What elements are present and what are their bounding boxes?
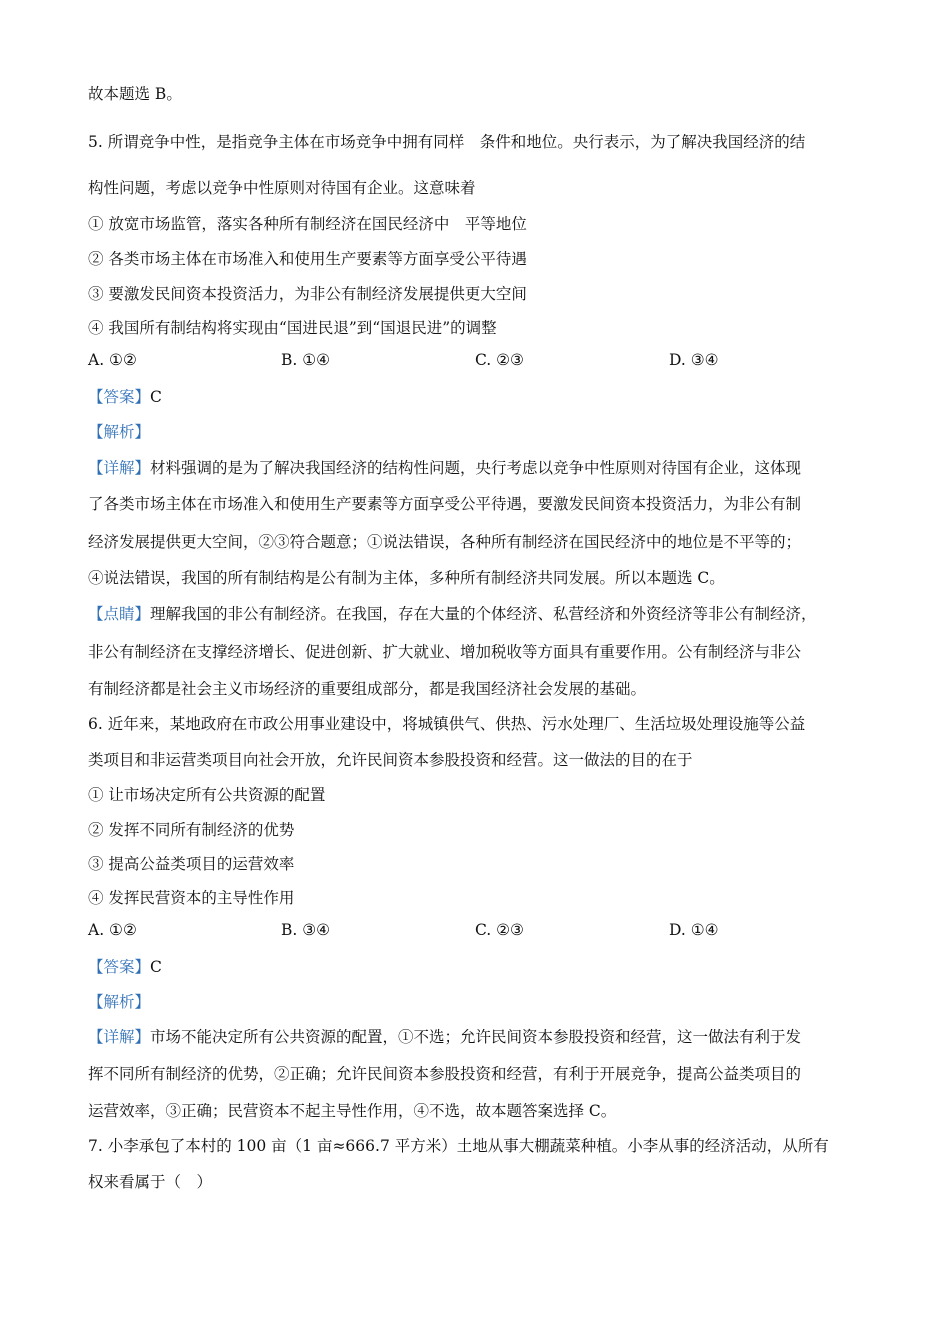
comment-tag: 【点睛】 xyxy=(88,605,151,623)
answer-tag: 【答案】 xyxy=(88,958,151,976)
q5-comment-line-2: 非公有制经济在支撑经济增长、促进创新、扩大就业、增加税收等方面具有重要作用。公有制经济与非公 xyxy=(88,643,802,661)
q6-stem-line-2: 类项目和非运营类项目向社会开放，允许民间资本参股投资和经营。这一做法的目的在于 xyxy=(88,751,693,769)
q5-detail-line-1 xyxy=(88,456,801,478)
comment-text: 理解我国的非公有制经济。在我国，存在大量的个体经济、私营经济和外资经济等非公有制经济， xyxy=(150,605,817,623)
q5-item-3: ③ 要激发民间资本投资活力，为非公有制经济发展提供更大空间 xyxy=(88,285,527,303)
answer-tag: 【答案】 xyxy=(88,388,151,406)
q6-options xyxy=(88,921,868,943)
analysis-tag: 【解析】 xyxy=(88,423,151,441)
q5-comment-line-3: 有制经济都是社会主义市场经济的重要组成部分，都是我国经济社会发展的基础。 xyxy=(88,680,647,698)
q6-detail-line-2: 挥不同所有制经济的优势，②正确；允许民间资本参股投资和经营，有利于开展竞争，提高公益类项目的 xyxy=(88,1065,802,1083)
detail-tag: 【详解】 xyxy=(88,459,151,477)
analysis-tag: 【解析】 xyxy=(88,993,151,1011)
q6-detail-line-1 xyxy=(88,1025,801,1047)
q7-stem-line-1: 7. 小李承包了本村的 100 亩（1 亩≈666.7 平方米）土地从事大棚蔬菜种植。小李从事的经济活动，从所有 xyxy=(88,1137,829,1155)
q5-option-c: C. ②③ xyxy=(475,351,524,369)
q5-detail-line-4: ④说法错误，我国的所有制结构是公有制为主体，多种所有制经济共同发展。所以本题选 C。 xyxy=(88,569,725,587)
q5-option-d: D. ③④ xyxy=(669,351,719,369)
q6-answer xyxy=(88,955,162,977)
q6-stem-line-1: 6. 近年来，某地政府在市政公用事业建设中，将城镇供气、供热、污水处理厂、生活垃圾处理设施等公益 xyxy=(88,715,806,733)
q6-item-4: ④ 发挥民营资本的主导性作用 xyxy=(88,889,295,907)
q6-option-d: D. ①④ xyxy=(669,921,719,939)
answer-value: C xyxy=(150,958,162,976)
q7-stem-line-2: 权来看属于（ ） xyxy=(88,1173,213,1191)
q5-item-1: ① 放宽市场监管，落实各种所有制经济在国民经济中 平等地位 xyxy=(88,215,527,233)
q6-item-3: ③ 提高公益类项目的运营效率 xyxy=(88,855,295,873)
q5-item-4: ④ 我国所有制结构将实现由“国进民退”到“国退民进”的调整 xyxy=(88,319,497,337)
q4-conclusion: 故本题选 B。 xyxy=(88,85,182,103)
q5-item-2: ② 各类市场主体在市场准入和使用生产要素等方面享受公平待遇 xyxy=(88,250,527,268)
q5-analysis-tag xyxy=(88,420,150,442)
q5-option-a: A. ①② xyxy=(88,351,137,369)
q5-detail-line-3: 经济发展提供更大空间，②③符合题意；①说法错误，各种所有制经济在国民经济中的地位是不平等的； xyxy=(88,533,802,551)
q5-comment-line-1 xyxy=(88,602,817,624)
detail-text: 市场不能决定所有公共资源的配置，①不选；允许民间资本参股投资和经营，这一做法有利于发 xyxy=(150,1028,802,1046)
q5-answer xyxy=(88,385,162,407)
q6-option-b: B. ③④ xyxy=(281,921,331,939)
q6-analysis-tag xyxy=(88,990,150,1012)
q5-stem-line-2: 构性问题，考虑以竞争中性原则对待国有企业。这意味着 xyxy=(88,179,476,197)
q6-option-c: C. ②③ xyxy=(475,921,524,939)
answer-value: C xyxy=(150,388,162,406)
detail-tag: 【详解】 xyxy=(88,1028,151,1046)
q6-item-2: ② 发挥不同所有制经济的优势 xyxy=(88,821,295,839)
q6-option-a: A. ①② xyxy=(88,921,137,939)
q6-detail-line-3: 运营效率，③正确；民营资本不起主导性作用，④不选，故本题答案选择 C。 xyxy=(88,1102,617,1120)
q5-option-b: B. ①④ xyxy=(281,351,331,369)
q6-item-1: ① 让市场决定所有公共资源的配置 xyxy=(88,786,326,804)
q5-detail-line-2: 了各类市场主体在市场准入和使用生产要素等方面享受公平待遇，要激发民间资本投资活力，为非公有制 xyxy=(88,495,802,513)
q5-stem-line-1: 5. 所谓竞争中性，是指竞争主体在市场竞争中拥有同样 条件和地位。央行表示，为了解决我国经济的结 xyxy=(88,133,806,151)
q5-options xyxy=(88,351,868,373)
detail-text: 材料强调的是为了解决我国经济的结构性问题，央行考虑以竞争中性原则对待国有企业，这体现 xyxy=(150,459,802,477)
